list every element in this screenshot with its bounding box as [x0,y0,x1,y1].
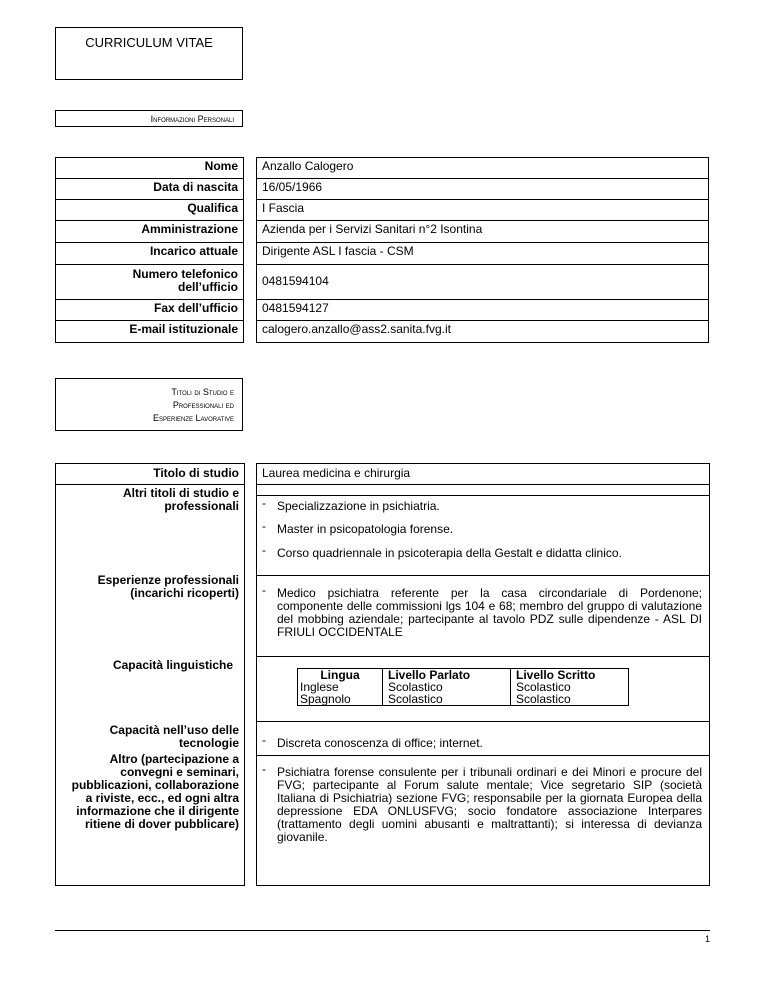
personal-value: 0481594104 [256,265,709,300]
section-heading-line: Esperienze Lavorative [153,413,234,423]
row-divider [256,575,710,576]
row-divider [256,755,710,756]
section-heading-line: Titoli di Studio e [171,387,234,397]
section-heading-personal-info: Informazioni Personali [55,110,243,127]
row-divider [256,721,710,722]
cv-title-box [55,27,243,80]
row-divider [256,484,710,485]
personal-row [55,200,709,221]
languages-table [297,668,629,706]
personal-row [55,265,709,300]
altri-titoli-item: - Corso quadriennale in psicoterapia della Gestalt e didatta clinico. [262,547,702,560]
section-heading-titles-experience [55,378,243,431]
personal-value: Anzallo Calogero [256,157,709,179]
lang-cell: Scolastico [511,693,629,706]
row-divider [55,484,245,485]
personal-info-table [55,157,709,343]
personal-row [55,321,709,343]
lang-cell: Scolastico [383,693,511,706]
personal-label: Qualifica [55,200,244,221]
altri-titoli-label: Altri titoli di studio e professionali [123,486,239,513]
altro-label: Altro (partecipazione a convegni e seminari, pubblicazioni, collaborazione a riviste, ecc., ed ogni altra informazione che il dirigente ritiene di dover pubblicare) [71,752,239,831]
languages-header-row [298,669,629,682]
personal-label: Numero telefonico dell’ufficio [55,265,244,300]
personal-label: E-mail istituzionale [55,321,244,343]
personal-value: calogero.anzallo@ass2.sanita.fvg.it [256,321,709,343]
section-heading-line: Professionali ed [172,400,234,410]
personal-value: Dirigente ASL I fascia - CSM [256,243,709,265]
tecnologie-label: Capacità nell’uso delle tecnologie [109,723,239,750]
personal-label: Incarico attuale [55,243,244,265]
altro-item: - Psichiatra forense consulente per i tribunali ordinari e dei Minori e procure del FVG; partecipante al Forum salute mentale; Vice segretario SIP (società Italiana di Psichiatria) sezione FVG; responsabile per la giornata Europea della depressione EDA ONLUSFVG; socio fondatore associazione Interpares (trattamento degli uomini abusanti e maltrattanti); si interessa di devianza giovanile. [262,766,702,844]
personal-label: Fax dell’ufficio [55,300,244,321]
language-row [298,693,629,706]
titolo-studio-label: Titolo di studio [153,466,239,480]
altri-titoli-item: - Master in psicopatologia forense. [262,523,702,536]
personal-row [55,221,709,243]
cv-title: CURRICULUM VITAE [85,35,213,50]
personal-row [55,300,709,321]
lang-header: Livello Parlato [383,669,511,682]
lingue-label: Capacità linguistiche [112,658,233,672]
personal-label: Nome [55,157,244,179]
page-number: 1 [704,934,710,944]
personal-label: Data di nascita [55,179,244,200]
lang-cell: Scolastico [383,681,511,693]
footer-rule [55,930,710,931]
personal-label: Amministrazione [55,221,244,243]
tecnologie-item: - Discreta conoscenza di office; internet. [262,737,702,750]
esperienze-item: - Medico psichiatra referente per la casa circondariale di Pordenone; componente delle commissioni lgs 104 e 68; membro del gruppo di valutazione del mobbing aziendale; partecipante al tavolo PDZ sulle dipendenze - ASL DI FRIULI OCCIDENTALE [262,587,702,639]
personal-value: 0481594127 [256,300,709,321]
esperienze-label: Esperienze professionali (incarichi ricoperti) [97,573,239,600]
lang-header: Lingua [320,668,360,682]
personal-value: I Fascia [256,200,709,221]
lang-header: Livello Scritto [511,669,629,682]
altri-titoli-item: - Specializzazione in psichiatria. [262,500,702,513]
lang-cell: Inglese [300,680,339,694]
personal-value: Azienda per i Servizi Sanitari n°2 Isontina [256,221,709,243]
personal-row [55,179,709,200]
personal-value: 16/05/1966 [256,179,709,200]
personal-row [55,157,709,179]
lang-cell: Spagnolo [300,692,351,706]
lang-cell: Scolastico [511,681,629,693]
row-divider [256,656,710,657]
personal-row [55,243,709,265]
row-divider [256,495,710,496]
titolo-studio-value: Laurea medicina e chirurgia [262,466,411,480]
